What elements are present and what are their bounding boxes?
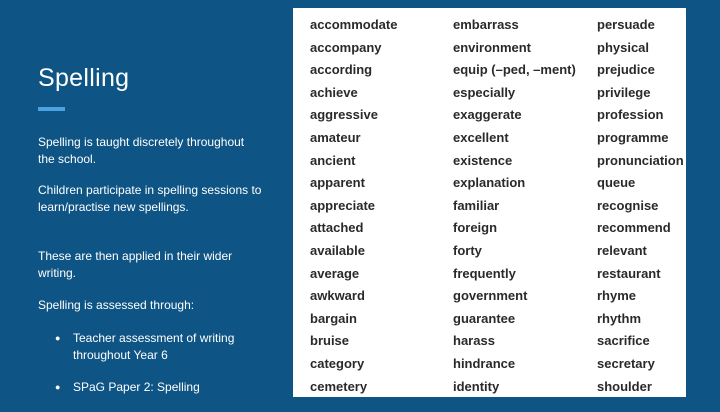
slide-title: Spelling <box>38 64 130 92</box>
list-item: ● Teacher assessment of writing throughout Year 6 <box>55 330 255 363</box>
spelling-word: profession <box>597 107 664 123</box>
word-column-2 <box>453 14 576 398</box>
spelling-word: familiar <box>453 197 500 213</box>
spelling-word: bruise <box>310 333 350 349</box>
spelling-word: amateur <box>310 129 361 145</box>
word-column-3 <box>597 14 684 398</box>
spelling-word: awkward <box>310 288 365 304</box>
spelling-word: exaggerate <box>453 107 522 123</box>
spelling-word: average <box>310 265 360 281</box>
spelling-word: available <box>310 242 365 258</box>
paragraph-sessions: Children participate in spelling sessions to learn/practise new spellings. <box>38 183 262 214</box>
spelling-word: restaurant <box>597 265 661 281</box>
spelling-word: according <box>310 62 373 78</box>
list-item: ● SPaG Paper 2: Spelling <box>55 379 255 396</box>
spelling-word-list-image <box>293 8 686 397</box>
paragraph-taught: Spelling is taught discretely throughout the school. <box>38 135 245 166</box>
paragraph-assessed: Spelling is assessed through: <box>38 298 195 312</box>
spelling-word: equip (–ped, –ment) <box>453 62 576 78</box>
spelling-word: harass <box>453 333 495 349</box>
spelling-word: rhyme <box>597 288 637 304</box>
spelling-word: especially <box>453 84 516 100</box>
spelling-word: aggressive <box>310 107 378 123</box>
spelling-word: attached <box>310 220 364 236</box>
spelling-word: foreign <box>453 220 498 236</box>
spelling-word: relevant <box>597 242 647 258</box>
spelling-word: bargain <box>310 310 357 326</box>
spelling-word: programme <box>597 129 669 145</box>
spelling-word: ancient <box>310 152 356 168</box>
spelling-word: guarantee <box>453 310 516 326</box>
spelling-word: persuade <box>597 17 655 32</box>
spelling-word: accompany <box>310 39 382 55</box>
spelling-word: secretary <box>597 355 655 371</box>
spelling-word: embarrass <box>453 17 519 32</box>
spelling-word: accommodate <box>310 17 398 32</box>
spelling-word: apparent <box>310 175 365 191</box>
spelling-word: category <box>310 355 365 371</box>
title-accent-bar <box>38 107 65 111</box>
paragraph-applied: These are then applied in their wider writing. <box>38 249 233 280</box>
spelling-word: privilege <box>597 84 651 100</box>
spelling-word: sacrifice <box>597 333 650 349</box>
spelling-word: identity <box>453 378 500 394</box>
spelling-word: achieve <box>310 84 358 100</box>
spelling-word: frequently <box>453 265 516 281</box>
spelling-word: recognise <box>597 197 659 213</box>
spelling-word: government <box>453 288 528 304</box>
spelling-word: rhythm <box>597 310 642 326</box>
assessment-list <box>55 330 255 412</box>
spelling-word: explanation <box>453 175 526 191</box>
word-column-1 <box>310 14 397 398</box>
spelling-word: shoulder <box>597 378 652 394</box>
spelling-word: hindrance <box>453 355 516 371</box>
spelling-word: excellent <box>453 129 509 145</box>
spelling-word: existence <box>453 152 513 168</box>
spelling-word: appreciate <box>310 197 376 213</box>
spelling-word: queue <box>597 175 636 191</box>
spelling-word: recommend <box>597 220 671 236</box>
spelling-word: environment <box>453 39 532 55</box>
spelling-word: pronunciation <box>597 152 684 168</box>
spelling-word: forty <box>453 242 482 258</box>
spelling-word: cemetery <box>310 378 368 394</box>
spelling-word: physical <box>597 39 650 55</box>
spelling-word: prejudice <box>597 62 655 78</box>
